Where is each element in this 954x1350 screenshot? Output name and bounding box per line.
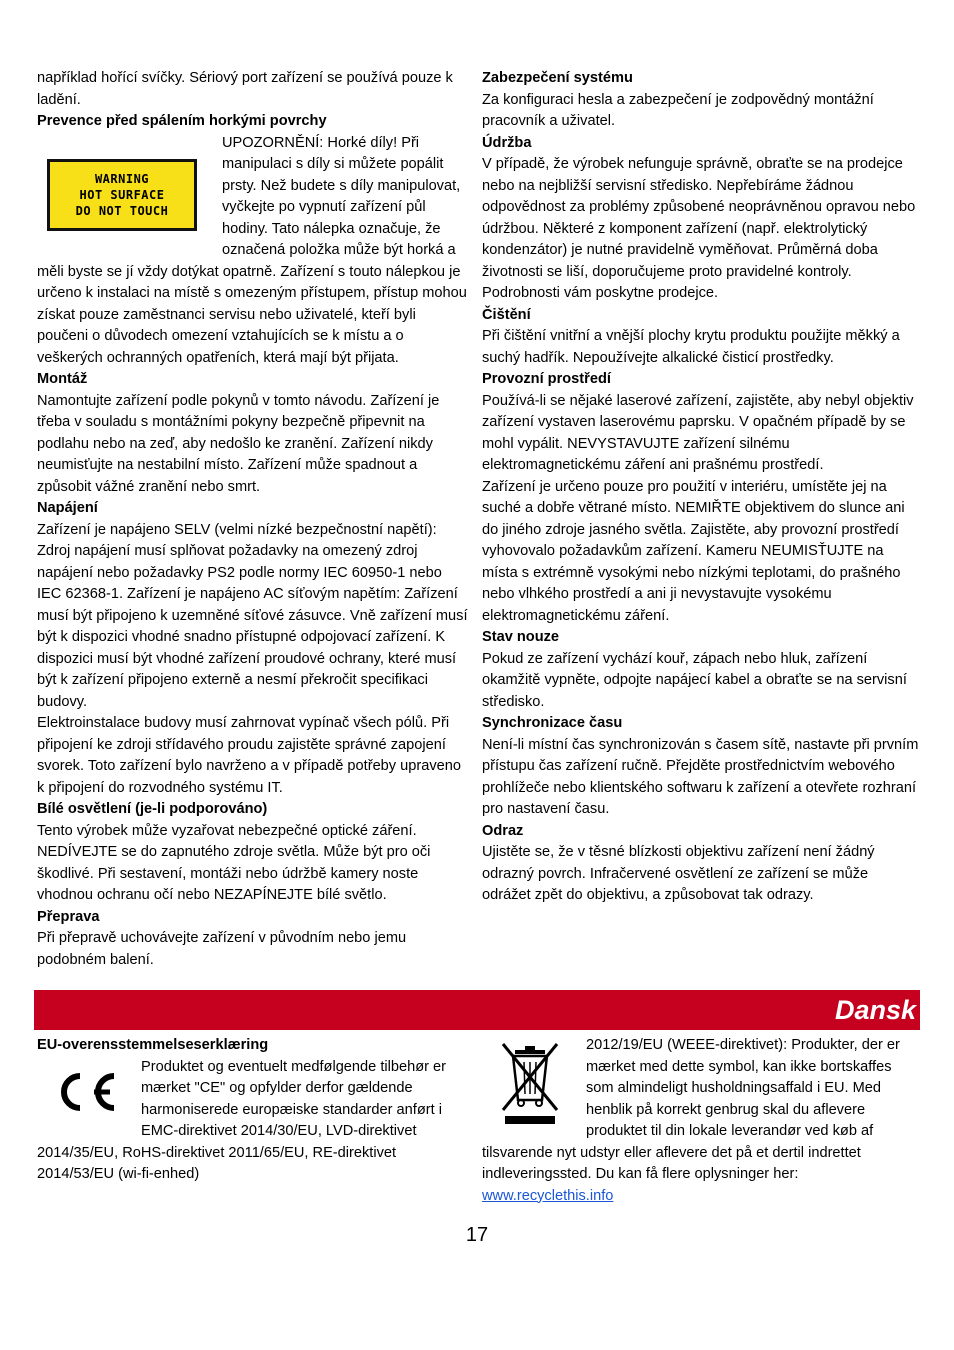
heading-preprava: Přeprava <box>37 908 100 925</box>
napajeni-text-2: Elektroinstalace budovy musí zahrnovat vypínač všech pólů. Při připojení ke zdroji střídavého proudu zajistěte správné zapojení svorek. Toto zařízení bylo navrženo a v případě potřeby upraveno k připojení do rozvodného systému IT. <box>37 715 462 796</box>
preprava-text: Při přepravě uchovávejte zařízení v původním nebo jemu podobném balení. <box>37 930 407 968</box>
synchronizace-text: Není-li místní čas synchronizován s časem sítě, nastavte při prvním přístupu čas zařízení ručně. Přejděte prostřednictvím webového prohlížeče nebo klientského softwaru k zařízení a otevřete rozhraní pro nastavení času. <box>482 736 919 817</box>
zabezpeceni-text: Za konfiguraci hesla a zabezpečení je zodpovědný montážní pracovník a uživatel. <box>482 91 874 129</box>
hot-surface-warning-sign <box>47 159 212 239</box>
heading-hot-surface: Prevence před spálením horkými povrchy <box>37 113 327 129</box>
crossed-bin-icon <box>482 1037 578 1133</box>
dansk-left-column <box>37 1035 469 1186</box>
napajeni-text-1: Zařízení je napájeno SELV (velmi nízké bezpečnostní napětí): Zdroj napájení musí splňovat požadavky na omezený zdroj napájení nebo požadavky PS2 podle normy IEC 60950-1 nebo IEC 62368-1. Zařízení je napájeno AC síťovým napětím: Zařízení musí být připojeno k uzemněné síťové zásuvce. Vně zařízení musí být k dispozici vhodné snadno přístupné odpojovací zařízení. K dispozici musí být vhodné zařízení proudové ochrany, které musí být k zařízení připojeno externě a nesmí překročit specifikaci budovy. <box>37 521 468 710</box>
language-title: Dansk <box>834 995 916 1025</box>
heading-udrzba: Údržba <box>482 134 532 151</box>
language-banner <box>34 990 920 1030</box>
left-column <box>37 68 469 971</box>
heading-napajeni: Napájení <box>37 500 98 516</box>
prostredi-text-2: Zařízení je určeno pouze pro použití v interiéru, umístěte jej na suché a dobře větrané místo. NEMIŘTE objektivem do slunce ani do jiného zdroje jasného světla. Zajistěte, aby provozní prostředí vyhovovalo požadavkům zařízení. Kameru NEUMISŤUJTE na místa s extrémně vysokými nebo nízkými teplotami, do prašného nebo vlhkého prostředí a ani ji nevystavujte vysokému elektromagnetickému záření. <box>482 478 905 624</box>
intro-text: například hořící svíčky. Sériový port zařízení se používá pouze k ladění. <box>37 70 453 108</box>
udrzba-text-1: V případě, že výrobek nefunguje správně, obraťte se na prodejce <box>482 156 903 172</box>
heading-zabezpeceni: Zabezpečení systému <box>482 70 633 86</box>
heading-odraz: Odraz <box>482 822 524 839</box>
heading-stav-nouze: Stav nouze <box>482 629 560 645</box>
cisteni-text: Při čištění vnitřní a vnější plochy krytu produktu použijte měkký a suchý hadřík. Nepoužívejte alkalické čisticí prostředky. <box>482 328 900 366</box>
bile-osvetleni-text: Tento výrobek může vyzařovat nebezpečné optické záření. NEDÍVEJTE se do zapnutého zdroje světla. Může být pro oči škodlivé. Při sestavení, montáži nebo údržbě kamery noste vhodnou ochranu očí nebo NEZAPÍNEJTE bílé světlo. <box>37 822 431 903</box>
heading-bile-osvetleni: Bílé osvětlení (je-li podporováno) <box>37 801 268 817</box>
heading-eu-declaration: EU-overensstemmelseserklæring <box>37 1037 269 1053</box>
odraz-text: Ujistěte se, že v těsné blízkosti objektivu zařízení není žádný odrazný povrch. Infračervené osvětlení ze zařízení se může odrážet zpět do objektivu, a způsobovat tak odrazy. <box>482 844 875 903</box>
montaz-text: Namontujte zařízení podle pokynů v tomto návodu. Zařízení je třeba v souladu s montážními pokyny bezpečně připevnit na podlahu nebo na zeď, aby nedošlo ke zranění. Zařízení nikdy neumisťujte na nestabilní místo. Zařízení může spadnout a způsobit vážné zranění nebo smrt. <box>37 392 440 495</box>
prostredi-text-1: Používá-li se nějaké laserové zařízení, zajistěte, aby nebyl objektiv zařízení vystaven laserovému paprsku. V opačném případě by se mohl vypálit. NEVYSTAVUJTE zařízení silnému elektromagnetickému záření ani prašnému prostředí. <box>482 392 914 473</box>
ce-mark-icon <box>37 1059 133 1125</box>
page-number: 17 <box>465 1224 489 1246</box>
stav-nouze-text: Pokud ze zařízení vychází kouř, zápach nebo hluk, zařízení okamžitě vypněte, odpojte napájecí kabel a obraťte se na servisní středisko. <box>482 650 907 710</box>
hot-surface-text: WARNING HOT SURFACE DO NOT TOUCH UPOZORNĚNÍ: Horké díly! Při manipulaci s díly si můžete popálit prsty. Než budete s díly manipulovat, vyčkejte po vypnutí zařízení půl hodiny. Tato nálepka označuje, že označená položka může být horká a měli byste se jí vždy dotýkat opatrně. Zařízení s touto nálepkou je určeno k instalaci na místě s omezeným přístupem, přístup mohou získat pouze zaměstnanci servisu nebo uživatelé, kteří byli poučeni o důvodech omezení vztahujících se k místu a o veškerých ochranných opatřeních, která mají být přijata. <box>37 134 467 366</box>
heading-provozni-prostredi: Provozní prostředí <box>482 371 611 387</box>
udrzba-text-2: nebo na nejbližší servisní středisko. Nepřebíráme žádnou odpovědnost za problémy způsobené neoprávněnou opravou nebo údržbou. Některé z komponent zařízení (např. elektrolytický kondenzátor) je nutné pravidelně vyměňovat. Průměrná doba životnosti se liší, doporučujeme proto pravidelné kontroly. Podrobnosti vám poskytne prodejce. <box>482 177 916 301</box>
heading-cisteni: Čištění <box>482 306 531 323</box>
heading-synchronizace: Synchronizace času <box>482 715 623 731</box>
right-column <box>482 68 920 907</box>
weee-text: 2012/19/EU (WEEE-direktivet): Produkter, der er mærket med dette symbol, kan ikke bortskaffes som almindeligt husholdningsaffald i EU. Med henblik på korrekt genbrug skal du aflevere produktet til din lokale leverandør ved køb af tilsvarende nyt udstyr eller aflevere det på et dertil indrettet indleveringssted. Du kan få flere oplysninger her: www.recyclethis.info <box>482 1037 900 1204</box>
eu-declaration-text: Produktet og eventuelt medfølgende tilbehør er mærket "CE" og opfylder derfor gældende harmoniserede europæiske standarder anført i EMC-direktivet 2014/30/EU, LVD-direktivet 2014/35/EU, RoHS-direktivet 2011/65/EU, RE-direktivet 2014/53/EU (wi-fi-enhed) <box>37 1058 447 1182</box>
heading-montaz: Montáž <box>37 371 88 387</box>
hot-surface-section <box>37 133 469 370</box>
recyclethis-link[interactable]: www.recyclethis.info <box>482 1187 614 1204</box>
dansk-right-column <box>482 1035 920 1207</box>
warning-sign-icon: WARNING HOT SURFACE DO NOT TOUCH <box>47 159 197 231</box>
